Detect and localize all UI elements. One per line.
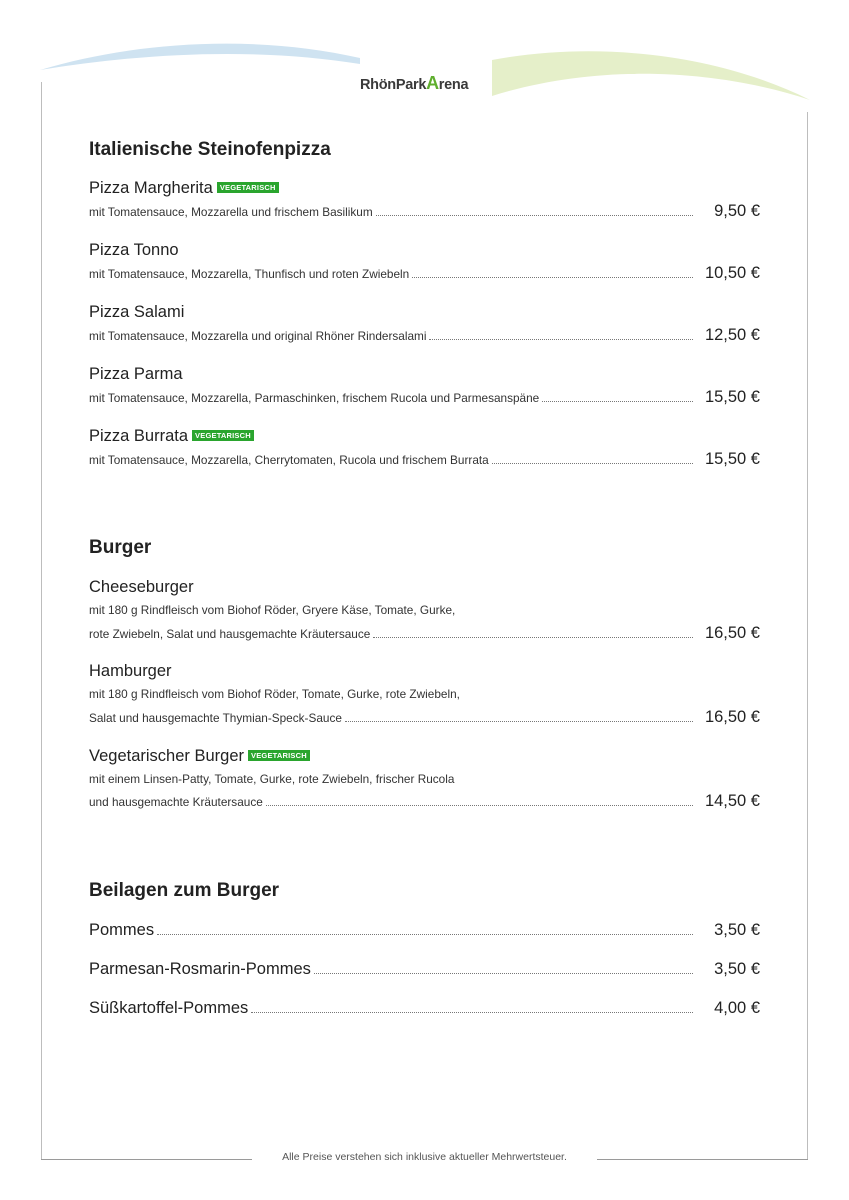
frame-bottom-line-left (41, 1159, 252, 1160)
menu-item-price: 16,50 € (704, 708, 760, 726)
dot-leader (429, 339, 693, 340)
section-title-burger: Burger (89, 537, 152, 558)
menu-item-line (89, 203, 693, 219)
menu-item-price: 15,50 € (704, 388, 760, 406)
section-title-pizza: Italienische Steinofenpizza (89, 139, 331, 160)
menu-item-description: mit einem Linsen-Patty, Tomate, Gurke, rote Zwiebeln, frischer Rucola (89, 772, 455, 786)
menu-item-description: mit Tomatensauce, Mozzarella, Parmaschinken, frischem Rucola und Parmesanspäne (89, 391, 540, 405)
menu-item-line (89, 793, 693, 809)
menu-item-line (89, 920, 693, 940)
frame-right-line (807, 112, 808, 1160)
dot-leader (542, 401, 693, 402)
menu-item-description: mit Tomatensauce, Mozzarella und original Rhöner Rindersalami (89, 329, 427, 343)
menu-item-name: Vegetarischer Burger VEGETARISCH (89, 747, 310, 766)
section-title-sides: Beilagen zum Burger (89, 880, 280, 901)
green-swoosh (492, 51, 810, 100)
menu-item-price: 12,50 € (704, 326, 760, 344)
menu-item-price: 15,50 € (704, 450, 760, 468)
menu-item-price: 4,00 € (714, 999, 760, 1017)
blue-swoosh (40, 44, 360, 70)
dot-leader (314, 973, 693, 974)
menu-item-line (89, 709, 693, 725)
menu-item-line (89, 625, 693, 641)
dot-leader (266, 805, 693, 806)
menu-item-name: Hamburger (89, 662, 172, 680)
dot-leader (376, 215, 693, 216)
menu-item-name: Parmesan-Rosmarin-Pommes (89, 960, 311, 978)
menu-item-line (89, 998, 693, 1018)
menu-item-price: 9,50 € (714, 202, 760, 220)
menu-item-price: 3,50 € (714, 921, 760, 939)
menu-item-name: Pizza Parma (89, 365, 183, 383)
menu-item-description: mit Tomatensauce, Mozzarella und frischem Basilikum (89, 205, 373, 219)
menu-item-name: Pizza Margherita VEGETARISCH (89, 179, 279, 198)
rhoenpark-arena-logo: RhönParkArena (360, 73, 469, 93)
menu-item-description: mit Tomatensauce, Mozzarella, Cherrytomaten, Rucola und frischem Burrata (89, 453, 489, 467)
menu-item-description: mit 180 g Rindfleisch vom Biohof Röder, Tomate, Gurke, rote Zwiebeln, (89, 687, 460, 701)
vegetarian-badge: VEGETARISCH (217, 182, 279, 193)
menu-item-line (89, 451, 693, 467)
vegetarian-badge: VEGETARISCH (192, 430, 254, 441)
menu-item-name: Pizza Tonno (89, 241, 179, 259)
menu-item-line (89, 327, 693, 343)
menu-item-line (89, 265, 693, 281)
menu-item-description: mit 180 g Rindfleisch vom Biohof Röder, Gryere Käse, Tomate, Gurke, (89, 603, 456, 617)
menu-item-name: Pommes (89, 921, 155, 939)
dot-leader (492, 463, 693, 464)
menu-item-name: Pizza Salami (89, 303, 185, 321)
menu-item-description: Salat und hausgemachte Thymian-Speck-Sauce (89, 711, 342, 725)
menu-item-name: Pizza Burrata VEGETARISCH (89, 427, 254, 446)
menu-item-line (89, 389, 693, 405)
frame-bottom-line-right (597, 1159, 808, 1160)
menu-item-description: und hausgemachte Kräutersauce (89, 795, 263, 809)
menu-item-description: rote Zwiebeln, Salat und hausgemachte Kräutersauce (89, 627, 371, 641)
vat-footer-note: Alle Preise verstehen sich inklusive aktueller Mehrwertsteuer. (282, 1151, 567, 1163)
dot-leader (251, 1012, 693, 1013)
menu-item-price: 10,50 € (704, 264, 760, 282)
menu-item-price: 14,50 € (704, 792, 760, 810)
menu-item-line (89, 959, 693, 979)
dot-leader (373, 637, 693, 638)
menu-item-price: 3,50 € (714, 960, 760, 978)
vegetarian-badge: VEGETARISCH (248, 750, 310, 761)
dot-leader (345, 721, 693, 722)
menu-item-name: Süßkartoffel-Pommes (89, 999, 249, 1017)
frame-left-line (41, 82, 42, 1160)
menu-item-name: Cheeseburger (89, 578, 194, 596)
menu-item-description: mit Tomatensauce, Mozzarella, Thunfisch und roten Zwiebeln (89, 267, 410, 281)
dot-leader (157, 934, 693, 935)
dot-leader (412, 277, 693, 278)
menu-item-price: 16,50 € (704, 624, 760, 642)
